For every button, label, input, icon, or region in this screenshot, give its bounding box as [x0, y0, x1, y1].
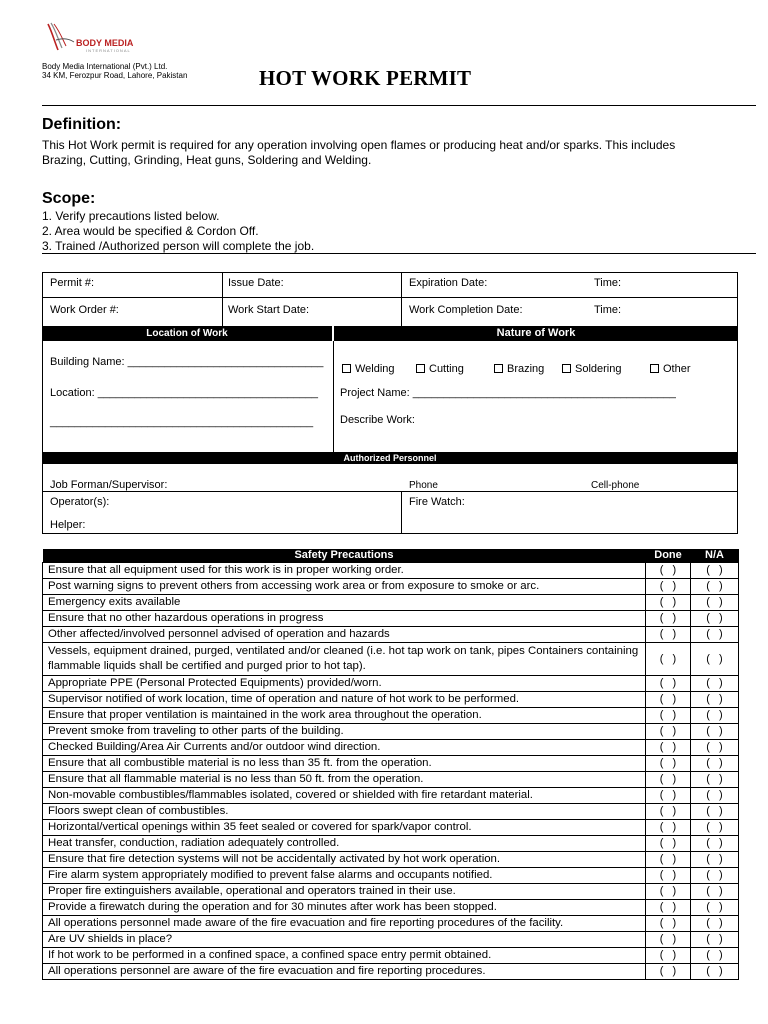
na-checkbox[interactable]: ( ) — [691, 884, 739, 900]
precaution-text: All operations personnel are aware of the fire evacuation and fire reporting procedures. — [43, 964, 646, 980]
done-checkbox[interactable]: ( ) — [646, 676, 691, 692]
table-row — [43, 964, 739, 980]
expiration-time-field[interactable]: Time: — [594, 277, 622, 289]
precaution-text: Vessels, equipment drained, purged, ventilated and/or cleaned (i.e. hot tap work on tank, pipes Containers containing flammable liquids shall be certified and purged prior to hot tap). — [43, 643, 646, 676]
table-row — [43, 643, 739, 676]
soldering-option[interactable] — [562, 363, 650, 375]
table-row — [43, 900, 739, 916]
company-address: 34 KM, Ferozpur Road, Lahore, Pakistan — [42, 71, 188, 80]
done-checkbox[interactable]: ( ) — [646, 756, 691, 772]
na-checkbox[interactable]: ( ) — [691, 676, 739, 692]
job-foreman-field[interactable]: Job Forman/Supervisor: — [50, 479, 168, 491]
done-checkbox[interactable]: ( ) — [646, 595, 691, 611]
done-checkbox[interactable]: ( ) — [646, 932, 691, 948]
na-checkbox[interactable]: ( ) — [691, 724, 739, 740]
done-checkbox[interactable]: ( ) — [646, 563, 691, 579]
done-checkbox[interactable]: ( ) — [646, 708, 691, 724]
precaution-text: Emergency exits available — [43, 595, 646, 611]
location-field[interactable]: Location: ____________________________________ — [50, 387, 318, 399]
option-label: Welding — [355, 363, 395, 375]
definition-text — [42, 138, 742, 168]
na-checkbox[interactable]: ( ) — [691, 836, 739, 852]
table-row — [43, 756, 739, 772]
table-row — [43, 788, 739, 804]
na-checkbox[interactable]: ( ) — [691, 708, 739, 724]
definition-heading: Definition: — [42, 116, 122, 133]
brazing-option[interactable] — [494, 363, 562, 375]
permit-form — [42, 272, 738, 534]
done-checkbox[interactable]: ( ) — [646, 900, 691, 916]
table-row — [43, 884, 739, 900]
cutting-option[interactable] — [416, 363, 494, 375]
done-checkbox[interactable]: ( ) — [646, 692, 691, 708]
na-checkbox[interactable]: ( ) — [691, 788, 739, 804]
col-divider — [401, 272, 402, 326]
option-label: Brazing — [507, 363, 545, 375]
na-checkbox[interactable]: ( ) — [691, 852, 739, 868]
table-row — [43, 916, 739, 932]
row-divider — [42, 491, 738, 492]
helper-field[interactable]: Helper: — [50, 519, 86, 531]
precaution-text: All operations personnel made aware of the fire evacuation and fire reporting procedures of the facility. — [43, 916, 646, 932]
completion-time-field[interactable]: Time: — [594, 304, 622, 316]
precaution-text: Prevent smoke from traveling to other parts of the building. — [43, 724, 646, 740]
scope-divider — [42, 253, 756, 254]
precaution-text: If hot work to be performed in a confined space, a confined space entry permit obtained. — [43, 948, 646, 964]
nature-options — [342, 359, 710, 377]
na-checkbox[interactable]: ( ) — [691, 595, 739, 611]
checkbox-icon[interactable] — [342, 364, 351, 373]
row-divider — [42, 297, 738, 298]
na-checkbox[interactable]: ( ) — [691, 932, 739, 948]
table-row — [43, 595, 739, 611]
na-checkbox[interactable]: ( ) — [691, 948, 739, 964]
table-row — [43, 868, 739, 884]
location-extra-field[interactable]: ___________________________________________ — [50, 416, 314, 428]
done-checkbox[interactable]: ( ) — [646, 820, 691, 836]
na-checkbox[interactable]: ( ) — [691, 563, 739, 579]
na-checkbox[interactable]: ( ) — [691, 692, 739, 708]
precaution-text: Ensure that all combustible material is no less than 35 ft. from the operation. — [43, 756, 646, 772]
scope-item: 3. Trained /Authorized person will complete the job. — [42, 239, 315, 253]
nature-of-work-bar: Nature of Work — [334, 326, 738, 341]
option-label: Soldering — [575, 363, 622, 375]
done-checkbox[interactable]: ( ) — [646, 868, 691, 884]
table-row — [43, 579, 739, 595]
authorized-personnel-bar: Authorized Personnel — [42, 452, 738, 464]
scope-list — [42, 209, 314, 254]
done-checkbox[interactable]: ( ) — [646, 804, 691, 820]
describe-work-field[interactable]: Describe Work: — [340, 414, 415, 426]
na-checkbox[interactable]: ( ) — [691, 804, 739, 820]
operators-field[interactable]: Operator(s): — [50, 496, 110, 508]
expiration-date-field[interactable]: Expiration Date: — [409, 277, 488, 289]
done-checkbox[interactable]: ( ) — [646, 611, 691, 627]
col-divider — [333, 341, 334, 452]
precaution-text: Fire alarm system appropriately modified to prevent false alarms and occupants notified. — [43, 868, 646, 884]
precaution-text: Proper fire extinguishers available, operational and operators trained in their use. — [43, 884, 646, 900]
checkbox-icon[interactable] — [494, 364, 503, 373]
precaution-text: Heat transfer, conduction, radiation adequately controlled. — [43, 836, 646, 852]
table-row — [43, 852, 739, 868]
logo-text: BODY MEDIA — [76, 38, 134, 48]
na-checkbox[interactable]: ( ) — [691, 740, 739, 756]
na-checkbox[interactable]: ( ) — [691, 868, 739, 884]
fire-watch-field[interactable]: Fire Watch: — [409, 496, 465, 508]
precaution-text: Ensure that proper ventilation is maintained in the work area throughout the operation. — [43, 708, 646, 724]
precaution-text: Checked Building/Area Air Currents and/or outdoor wind direction. — [43, 740, 646, 756]
done-checkbox[interactable]: ( ) — [646, 788, 691, 804]
table-row — [43, 948, 739, 964]
na-checkbox[interactable]: ( ) — [691, 611, 739, 627]
precaution-text: Ensure that no other hazardous operations in progress — [43, 611, 646, 627]
scope-heading: Scope: — [42, 190, 96, 207]
na-checkbox[interactable]: ( ) — [691, 772, 739, 788]
precaution-text: Ensure that all flammable material is no less than 50 ft. from the operation. — [43, 772, 646, 788]
done-checkbox[interactable]: ( ) — [646, 724, 691, 740]
definition-line: Brazing, Cutting, Grinding, Heat guns, Soldering and Welding. — [42, 153, 372, 167]
table-row — [43, 820, 739, 836]
na-checkbox[interactable]: ( ) — [691, 756, 739, 772]
done-checkbox[interactable]: ( ) — [646, 643, 691, 676]
page-title: HOT WORK PERMIT — [259, 66, 472, 90]
done-checkbox[interactable]: ( ) — [646, 772, 691, 788]
company-info — [42, 62, 187, 80]
done-checkbox[interactable]: ( ) — [646, 916, 691, 932]
checkbox-icon[interactable] — [562, 364, 571, 373]
precaution-text: Ensure that all equipment used for this work is in proper working order. — [43, 563, 646, 579]
na-header: N/A — [691, 549, 739, 563]
done-checkbox[interactable]: ( ) — [646, 852, 691, 868]
phone-field[interactable]: Phone — [409, 480, 438, 491]
na-checkbox[interactable]: ( ) — [691, 916, 739, 932]
cellphone-field[interactable]: Cell-phone — [591, 480, 640, 491]
work-start-date-field[interactable]: Work Start Date: — [228, 304, 310, 316]
precaution-text: Appropriate PPE (Personal Protected Equipments) provided/worn. — [43, 676, 646, 692]
company-name: Body Media International (Pvt.) Ltd. — [42, 62, 168, 71]
precaution-text: Horizontal/vertical openings within 35 feet sealed or covered for spark/vapor control. — [43, 820, 646, 836]
location-of-work-bar: Location of Work — [42, 326, 332, 341]
col-divider — [222, 272, 223, 326]
table-row — [43, 563, 739, 579]
precaution-text: Post warning signs to prevent others from accessing work area or from exposure to smoke or arc. — [43, 579, 646, 595]
table-row — [43, 724, 739, 740]
project-name-field[interactable]: Project Name: ___________________________________________ — [340, 387, 676, 399]
table-row — [43, 836, 739, 852]
table-row — [43, 627, 739, 643]
na-checkbox[interactable]: ( ) — [691, 579, 739, 595]
done-checkbox[interactable]: ( ) — [646, 948, 691, 964]
checkbox-icon[interactable] — [416, 364, 425, 373]
done-checkbox[interactable]: ( ) — [646, 884, 691, 900]
header-divider — [42, 105, 756, 106]
table-row — [43, 692, 739, 708]
work-completion-date-field[interactable]: Work Completion Date: — [409, 304, 523, 316]
precaution-text: Ensure that fire detection systems will not be accidentally activated by hot work operation. — [43, 852, 646, 868]
table-row — [43, 804, 739, 820]
company-logo — [42, 20, 152, 60]
welding-option[interactable] — [342, 363, 416, 375]
building-name-field[interactable]: Building Name: ________________________________ — [50, 356, 324, 368]
na-checkbox[interactable]: ( ) — [691, 900, 739, 916]
done-checkbox[interactable]: ( ) — [646, 740, 691, 756]
precaution-text: Other affected/involved personnel advised of operation and hazards — [43, 627, 646, 643]
na-checkbox[interactable]: ( ) — [691, 820, 739, 836]
other-option[interactable] — [650, 363, 710, 375]
precaution-text: Floors swept clean of combustibles. — [43, 804, 646, 820]
table-header-row — [43, 549, 739, 563]
table-row — [43, 772, 739, 788]
done-header: Done — [646, 549, 691, 563]
done-checkbox[interactable]: ( ) — [646, 579, 691, 595]
safety-precautions-table — [42, 549, 739, 980]
table-row — [43, 708, 739, 724]
table-row — [43, 932, 739, 948]
done-checkbox[interactable]: ( ) — [646, 964, 691, 980]
na-checkbox[interactable]: ( ) — [691, 964, 739, 980]
done-checkbox[interactable]: ( ) — [646, 627, 691, 643]
table-row — [43, 611, 739, 627]
option-label: Other — [663, 363, 691, 375]
na-checkbox[interactable]: ( ) — [691, 627, 739, 643]
precaution-text: Non-movable combustibles/flammables isolated, covered or shielded with fire retardant material. — [43, 788, 646, 804]
safety-precautions-header: Safety Precautions — [43, 549, 646, 563]
precaution-text: Provide a firewatch during the operation and for 30 minutes after work has been stopped. — [43, 900, 646, 916]
col-divider — [401, 491, 402, 534]
definition-line: This Hot Work permit is required for any operation involving open flames or producing heat and/or sparks. This includes — [42, 138, 676, 152]
issue-date-field[interactable]: Issue Date: — [228, 277, 284, 289]
na-checkbox[interactable]: ( ) — [691, 643, 739, 676]
work-order-field[interactable]: Work Order #: — [50, 304, 119, 316]
logo-subtext: INTERNATIONAL — [86, 48, 131, 53]
scope-item: 1. Verify precautions listed below. — [42, 209, 220, 223]
table-row — [43, 740, 739, 756]
scope-item: 2. Area would be specified & Cordon Off. — [42, 224, 259, 238]
table-row — [43, 676, 739, 692]
permit-number-field[interactable]: Permit #: — [50, 277, 95, 289]
done-checkbox[interactable]: ( ) — [646, 836, 691, 852]
precaution-text: Are UV shields in place? — [43, 932, 646, 948]
checkbox-icon[interactable] — [650, 364, 659, 373]
option-label: Cutting — [429, 363, 464, 375]
precaution-text: Supervisor notified of work location, time of operation and nature of hot work to be performed. — [43, 692, 646, 708]
